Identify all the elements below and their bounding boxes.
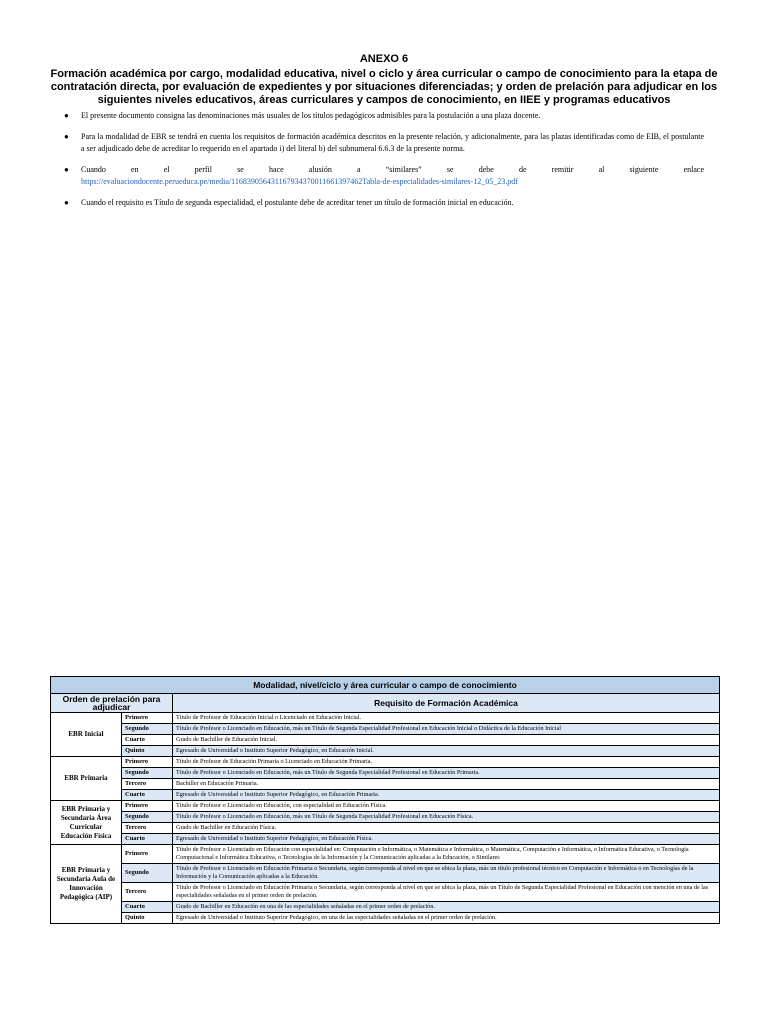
requirement-cell: Título de Profesor o Licenciado en Educación, con especialidad en Educación Física.	[173, 801, 720, 812]
modality-cell: EBR Primaria y Secundaria Aula de Innovación Pedagógica (AIP)	[51, 845, 122, 924]
modality-cell: EBR Inicial	[51, 713, 122, 757]
bullet-icon: ●	[64, 165, 69, 174]
modality-cell: EBR Primaria	[51, 757, 122, 801]
table-row	[51, 801, 720, 812]
annex-subtitle: Formación académica por cargo, modalidad educativa, nivel o ciclo y área curricular o campo de conocimiento para la etapa de contratación directa, por evaluación de expedientes y por situaciones diferenciadas; y orden de prelación para adjudicar en los siguientes niveles educativos, áreas curriculares y campos de conocimiento, en IIEE y programas educativos	[50, 68, 718, 106]
table-body	[51, 713, 720, 924]
table-row	[51, 823, 720, 834]
order-cell: Segundo	[122, 864, 173, 883]
table-row	[51, 779, 720, 790]
order-cell: Cuarto	[122, 834, 173, 845]
requirement-cell: Grado de Bachiller en Educación en una de las especialidades señaladas en el primer orden de prelación.	[173, 902, 720, 913]
requirement-cell: Título de Profesor o Licenciado en Educación Primaria o Secundaria, según corresponda al nivel en que se ubica la plaza, más un Título de Segunda Especialidad Profesional en Educación con mención en una de las especialidades señaladas en el primer orden de prelación.	[173, 883, 720, 902]
similares-link[interactable]: https://evaluaciondocente.perueduca.pe/media/116839056431167934370011661397462Tabla-de-especialidades-similares-12_05_23.pdf	[81, 177, 518, 186]
order-cell: Segundo	[122, 724, 173, 735]
note-item: ● El presente documento consigna las denominaciones más usuales de los títulos pedagógicos admisibles para la postulación a una plaza docente.	[64, 111, 541, 120]
order-cell: Segundo	[122, 768, 173, 779]
table-row	[51, 724, 720, 735]
order-cell: Cuarto	[122, 902, 173, 913]
table-row	[51, 735, 720, 746]
table-row	[51, 713, 720, 724]
annex-header	[40, 53, 728, 107]
requirement-cell: Egresado de Universidad o Instituto Superior Pedagógico, en Educación Inicial.	[173, 746, 720, 757]
order-cell: Primero	[122, 713, 173, 724]
order-cell: Cuarto	[122, 735, 173, 746]
notes-list	[64, 110, 704, 218]
table-row	[51, 790, 720, 801]
requirement-cell: Grado de Bachiller de Educación Inicial.	[173, 735, 720, 746]
requirement-cell: Egresado de Universidad o Instituto Superior Pedagógico, en una de las especialidades señaladas en el primer orden de prelación.	[173, 913, 720, 924]
order-cell: Tercero	[122, 883, 173, 902]
requirement-cell: Bachiller en Educación Primaria.	[173, 779, 720, 790]
note-item: ● Cuando el requisito es Título de segunda especialidad, el postulante debe de acreditar tener un título de formación inicial en educación.	[64, 198, 514, 207]
requirement-column-header: Requisito de Formación Académica	[173, 694, 720, 713]
requirement-cell: Título de Profesor o Licenciado en Educación con especialidad en: Computación e Informática, o Matemática e Informática, o Matemática, Computación e Informática, o Informática Educativa, o Tecnología Computacional e Informática Educativa, o Tecnologías de la Información y la Comunicación aplicadas a la Educación, o Similares	[173, 845, 720, 864]
requirement-cell: Título de Profesor de Educación Inicial o Licenciado en Educación Inicial.	[173, 713, 720, 724]
requirement-cell: Grado de Bachiller en Educación Física.	[173, 823, 720, 834]
modality-cell: EBR Primaria y Secundaria Área Curricular Educación Física	[51, 801, 122, 845]
table-row	[51, 913, 720, 924]
table-row	[51, 864, 720, 883]
requirement-cell: Título de Profesor o Licenciado en Educación Primaria o Secundaria, según corresponda al nivel en que se ubica la plaza, más un título profesional técnico en Computación e Informática o en Tecnologías de la Información y la Comunicación aplicadas a la Educación.	[173, 864, 720, 883]
table-row	[51, 845, 720, 864]
bullet-icon: ●	[64, 111, 69, 120]
order-cell: Primero	[122, 801, 173, 812]
requirement-cell: Título de Profesor de Educación Primaria o Licenciado en Educación Primaria.	[173, 757, 720, 768]
table-row	[51, 902, 720, 913]
requirement-cell: Egresado de Universidad o Instituto Superior Pedagógico, en Educación Primaria.	[173, 790, 720, 801]
order-cell: Tercero	[122, 779, 173, 790]
table-row	[51, 768, 720, 779]
table-row	[51, 834, 720, 845]
order-cell: Segundo	[122, 812, 173, 823]
requirements-table	[50, 676, 720, 924]
order-cell: Quinto	[122, 746, 173, 757]
order-cell: Tercero	[122, 823, 173, 834]
order-cell: Primero	[122, 757, 173, 768]
table-row	[51, 883, 720, 902]
table-row	[51, 746, 720, 757]
bullet-icon: ●	[64, 198, 69, 207]
requirement-cell: Título de Profesor o Licenciado en Educación, más un Título de Segunda Especialidad Profesional en Educación Inicial o Didáctica de la Educación Inicial	[173, 724, 720, 735]
order-cell: Quinto	[122, 913, 173, 924]
requirement-cell: Título de Profesor o Licenciado en Educación, más un Título de Segunda Especialidad Profesional en Educación Primaria.	[173, 768, 720, 779]
annex-title: ANEXO 6	[359, 53, 409, 65]
table-row	[51, 812, 720, 823]
order-cell: Cuarto	[122, 790, 173, 801]
order-cell: Primero	[122, 845, 173, 864]
requirement-cell: Título de Profesor o Licenciado en Educación, más un Título de Segunda Especialidad Profesional en Educación Física.	[173, 812, 720, 823]
bullet-icon: ●	[64, 132, 69, 141]
table-row	[51, 757, 720, 768]
note-item: ● Cuando en el perfil se hace alusión a “similares” se debe de remitir al siguiente enlace https://evaluaciondocente.perueduca.pe/media/116839056431167934370011661397462Tabla-de-especialidades-similares-12_05_23.pdf	[64, 165, 704, 186]
requirement-cell: Egresado de Universidad o Instituto Superior Pedagógico, en Educación Física.	[173, 834, 720, 845]
table-title: Modalidad, nivel/ciclo y área curricular o campo de conocimiento	[51, 677, 720, 694]
order-column-header: Orden de prelación para adjudicar	[51, 694, 173, 713]
note-item: ● Para la modalidad de EBR se tendrá en cuenta los requisitos de formación académica descritos en la presente relación, y adicionalmente, para las plazas identificadas como de EIB, el postulante a ser adjudicado debe de acreditar lo requerido en el apartado i) del literal b) del subnumeral 6.6.3 de la presente norma.	[64, 132, 704, 153]
